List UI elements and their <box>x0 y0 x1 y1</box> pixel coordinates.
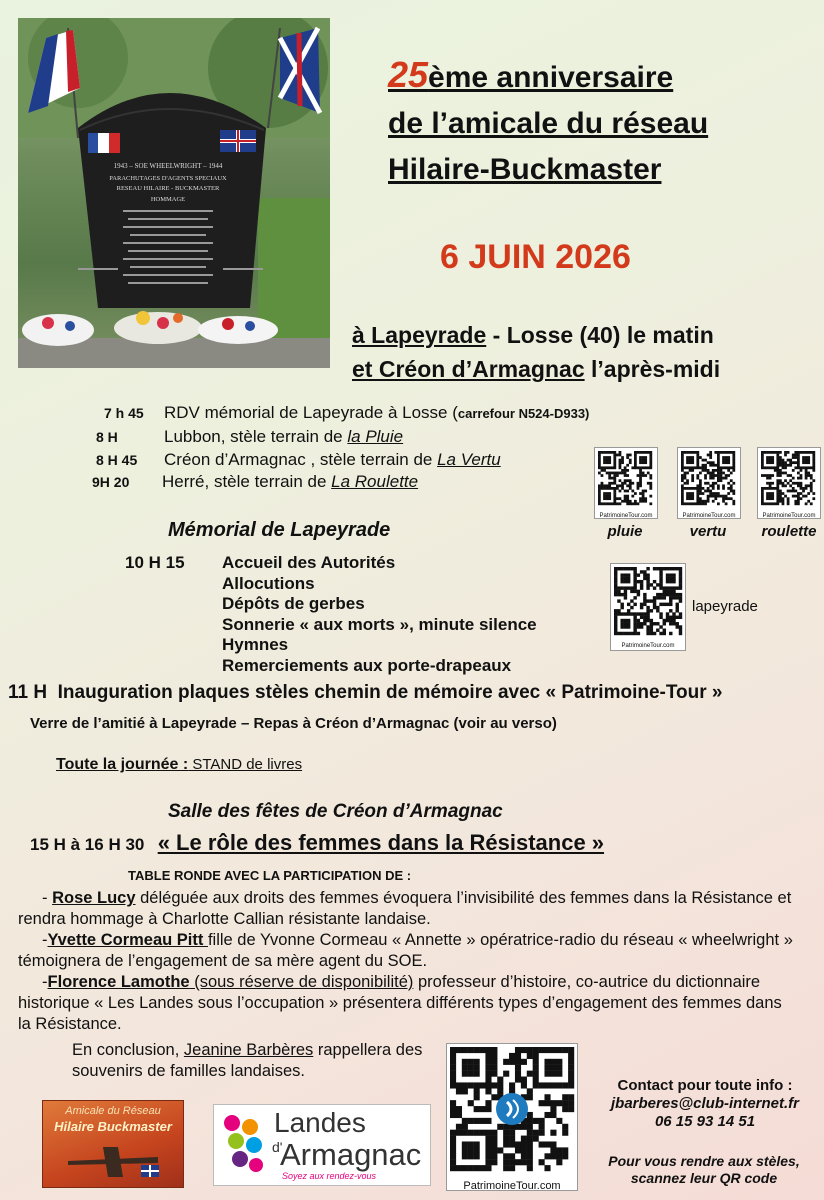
inauguration-time: 11 H <box>8 682 48 703</box>
qr-caption: PatrimoineTour.com <box>599 513 653 519</box>
amicale-logo-l1: Amicale du Réseau <box>65 1105 161 1117</box>
program-item: Allocutions <box>222 573 315 593</box>
schedule-time: 9H 20 <box>92 474 130 490</box>
contact-email[interactable]: jbarberes@club-internet.fr <box>611 1095 799 1112</box>
schedule-text: Lubbon, stèle terrain de <box>164 427 348 446</box>
qr-label-lapeyrade: lapeyrade <box>692 598 758 615</box>
stand-line <box>56 756 302 774</box>
program-item: Accueil des Autorités <box>222 553 396 572</box>
schedule-text: Herré, stèle terrain de <box>162 472 332 491</box>
speaker-item: - Rose Lucy déléguée aux droits des femmes évoquera l’invisibilité des femmes dans la Résistance et rendra hommage à Charlotte Callian résistante landaise. <box>18 889 792 928</box>
stele-line-1: 1943 – SOE WHEELWRIGHT – 1944 <box>113 162 223 170</box>
session-time: 15 H à 16 H 30 <box>30 835 145 854</box>
schedule-link-pluie: la Pluie <box>347 427 404 446</box>
memorial-heading: Mémorial de Lapeyrade <box>168 519 391 541</box>
title-line-1: ème anniversaire <box>428 61 674 94</box>
speaker-name: Florence Lamothe <box>47 973 190 991</box>
place-lapeyrade: à Lapeyrade <box>352 322 487 348</box>
qr-pattern <box>678 448 740 508</box>
memorial-program <box>222 553 537 676</box>
program-item: Hymnes <box>222 635 289 654</box>
speaker-item: -Yvette Cormeau Pitt fille de Yvonne Cormeau « Annette » opératrice-radio du réseau « wheelwright » témoignera de l’engagement de sa mère agent du SOE. <box>18 931 793 970</box>
landes-logo-l1: Landes <box>274 1107 366 1138</box>
program-item: Dépôts de gerbes <box>222 594 365 613</box>
schedule-link-roulette: La Roulette <box>331 472 419 491</box>
landes-logo-l2: d' <box>272 1139 283 1155</box>
program-item: Sonnerie « aux morts », minute silence <box>222 614 537 634</box>
inauguration-text: Inauguration plaques stèles chemin de mémoire avec « Patrimoine-Tour » <box>57 682 723 703</box>
table-ronde-heading: TABLE RONDE AVEC LA PARTICIPATION DE : <box>128 868 412 883</box>
schedule-text: Créon d’Armagnac , stèle terrain de <box>164 450 438 469</box>
schedule-row <box>104 403 589 423</box>
qr-caption: PatrimoineTour.com <box>463 1180 561 1192</box>
landes-armagnac-logo <box>213 1104 431 1186</box>
event-title <box>388 52 808 193</box>
title-line-2: de l’amicale du réseau <box>388 107 709 140</box>
qr-caption: PatrimoineTour.com <box>621 643 675 649</box>
schedule-row <box>96 450 501 470</box>
place-afternoon: l’après-midi <box>584 356 721 382</box>
qr-caption: PatrimoineTour.com <box>682 513 736 519</box>
program-item: Remerciements aux porte-drapeaux <box>222 655 512 675</box>
plane-icon <box>63 1139 163 1183</box>
qr-label-vertu: vertu <box>689 523 727 540</box>
stele-line-3: RESEAU HILAIRE - BUCKMASTER <box>116 185 220 192</box>
grapes-icon <box>218 1111 268 1179</box>
schedule-row <box>92 472 418 492</box>
speaker-name: Rose Lucy <box>52 889 136 907</box>
schedule-time: 8 H <box>96 429 118 445</box>
stele-line-4: HOMMAGE <box>150 196 186 203</box>
speaker-name: Yvette Cormeau Pitt <box>47 931 208 949</box>
contact-title: Contact pour toute info : <box>617 1077 793 1094</box>
qr-label-pluie: pluie <box>607 523 643 540</box>
landes-logo-l3: Armagnac <box>280 1137 422 1172</box>
schedule-time: 8 H 45 <box>96 452 138 468</box>
audio-icon <box>495 1092 529 1126</box>
stand-label: Toute la journée : <box>56 756 189 773</box>
session-title: « Le rôle des femmes dans la Résistance » <box>157 830 605 855</box>
memorial-photo <box>18 18 330 368</box>
title-line-3: Hilaire-Buckmaster <box>388 153 662 186</box>
schedule-time: 7 h 45 <box>104 405 144 421</box>
speaker-item: -Florence Lamothe (sous réserve de disponibilité) professeur d’histoire, co-autrice du dictionnaire historique « Les Landes sous l’occupation » présentera différents types d’engagement des femmes dans la Résistance. <box>18 973 782 1033</box>
memorial-time: 10 H 15 <box>125 553 185 572</box>
conclusion-name: Jeanine Barbères <box>183 1041 314 1059</box>
speakers-list <box>18 888 798 1035</box>
conclusion-a: En conclusion, <box>72 1041 184 1059</box>
speaker-text: déléguée aux droits des femmes évoquera l’invisibilité des femmes dans la Résistance et rendra hommage à Charlotte Callian résistante landaise. <box>18 889 792 928</box>
qr-code-vertu[interactable] <box>677 447 741 519</box>
landes-logo-tag: Soyez aux rendez-vous <box>282 1171 377 1181</box>
qr-pattern <box>758 448 820 508</box>
event-places <box>352 318 720 386</box>
memorial-illustration <box>18 18 330 368</box>
qr-pattern <box>611 564 685 638</box>
stand-text: STAND de livres <box>188 756 303 773</box>
stele-line-2: PARACHUTAGES D'AGENTS SPECIAUX <box>109 175 227 182</box>
contact-phone: 06 15 93 14 51 <box>654 1113 756 1130</box>
contact-block <box>590 1077 820 1131</box>
schedule-note: carrefour N524-D933) <box>457 406 590 421</box>
scan-note-l1: Pour vous rendre aux stèles, <box>608 1153 800 1169</box>
qr-code-patrimoine-tour[interactable] <box>446 1043 578 1191</box>
scan-note-l2: scannez leur QR code <box>630 1170 778 1186</box>
qr-pattern <box>595 448 657 508</box>
schedule-link-vertu: La Vertu <box>437 450 501 469</box>
conclusion-b: rappellera des souvenirs de familles landaises. <box>72 1041 423 1080</box>
speaker-text: fille de Yvonne Cormeau « Annette » opératrice-radio du réseau « wheelwright » témoignera de l’engagement de sa mère agent du SOE. <box>18 931 793 970</box>
scan-note <box>586 1153 822 1187</box>
qr-code-pluie[interactable] <box>594 447 658 519</box>
qr-caption: PatrimoineTour.com <box>762 513 816 519</box>
session-line <box>30 830 604 856</box>
conclusion <box>72 1040 432 1082</box>
event-date: 6 JUIN 2026 <box>440 238 631 276</box>
schedule-text: RDV mémorial de Lapeyrade à Losse ( <box>164 403 458 422</box>
speaker-note: (sous réserve de disponibilité) <box>189 973 414 991</box>
amicale-logo <box>42 1100 184 1188</box>
inauguration-line <box>8 682 723 704</box>
verre-line: Verre de l’amitié à Lapeyrade – Repas à Créon d’Armagnac (voir au verso) <box>30 715 557 732</box>
amicale-logo-l2: Hilaire Buckmaster <box>54 1119 172 1134</box>
schedule-row <box>96 427 403 447</box>
anniversary-number: 25 <box>388 54 429 95</box>
salle-heading: Salle des fêtes de Créon d’Armagnac <box>168 801 503 822</box>
place-creon: et Créon d’Armagnac <box>352 356 585 382</box>
speaker-text: professeur d’histoire, co-autrice du dictionnaire historique « Les Landes sous l’occupation » présentera différents types d’engagement des femmes dans la Résistance. <box>18 973 782 1033</box>
qr-code-roulette[interactable] <box>757 447 821 519</box>
place-morning: - Losse (40) le matin <box>486 322 714 348</box>
qr-label-roulette: roulette <box>761 523 817 540</box>
qr-code-lapeyrade[interactable] <box>610 563 686 651</box>
